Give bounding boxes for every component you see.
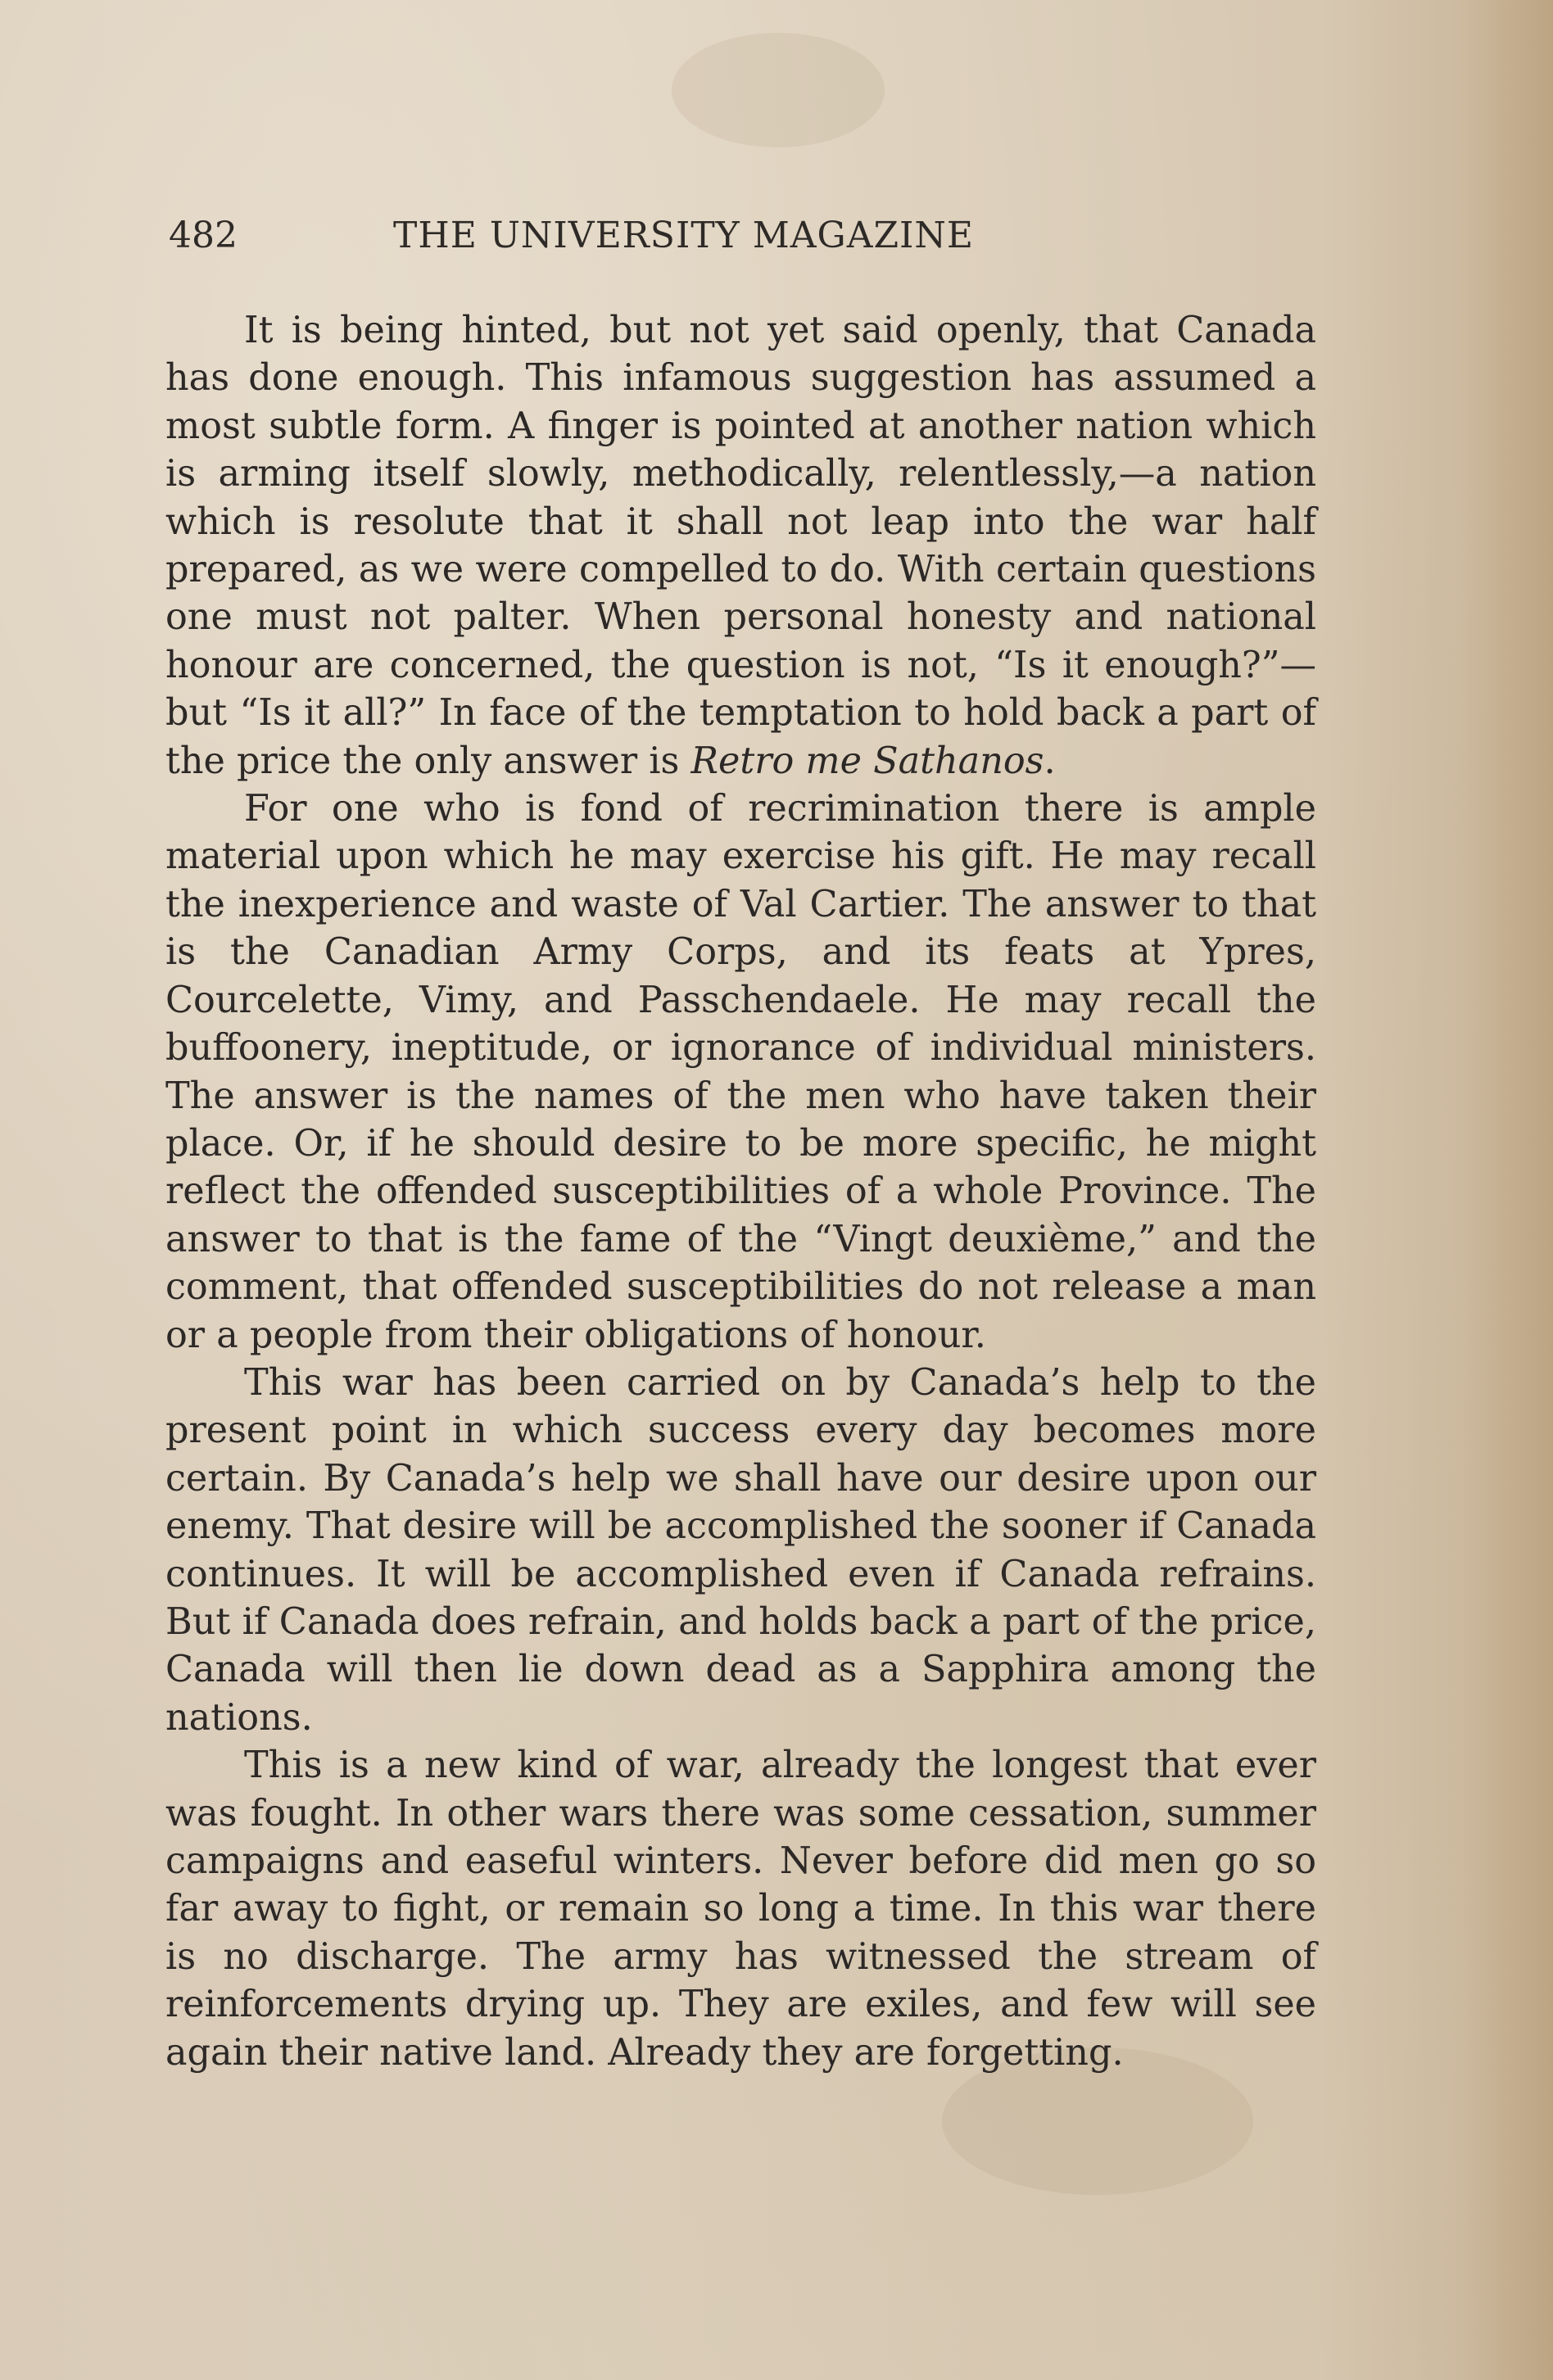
page-number: 482 — [169, 215, 238, 256]
paragraph-2: For one who is fond of recrimination there is ample material upon which he may exercise his gift. He may recall the inexperience and waste of Val Cartier. The answer to that is the Canadian Army Corps, and its feats at Ypres, Courcelette, Vimy, and Passchendaele. He may recall the buffoonery, ineptitude, or ignorance of individual ministers. The answer is the names of the men who have taken their place. Or, if he should desire to be more specific, he might reflect the offended susceptibilities of a whole Province. The answer to that is the fame of the “Vingt deuxième,” and the comment, that offended susceptibilities do not release a man or a people from their obligations of honour. — [165, 788, 1316, 1356]
body-text — [165, 307, 1316, 2077]
page-edge-shadow — [1463, 0, 1553, 2380]
paragraph-3: This war has been carried on by Canada’s help to the present point in which success every day becomes more certain. By Canada’s help we shall have our desire upon our enemy. That desire will be accomplished the sooner if Canada continues. It will be accomplished even if Canada refrains. But if Canada does refrain, and holds back a part of the price, Canada will then lie down dead as a Sapphira among the nations. — [165, 1361, 1316, 1739]
paragraph-1 — [165, 307, 1316, 785]
paragraph-1-text: It is being hinted, but not yet said openly, that Canada has done enough. This infamous suggestion has assumed a most subtle form. A finger is pointed at another nation which is arming itself slowly, methodically, relentlessly,—a nation which is resolute that it shall not leap into the war half prepared, as we were compelled to do. With certain questions one must not palter. When personal honesty and national honour are concerned, the question is not, “Is it enough?”—but “Is it all?” In face of the temptation to hold back a part of the price the only answer is — [165, 310, 1316, 782]
paragraph-4: This is a new kind of war, already the longest that ever was fought. In other wars there was some cessation, summer campaigns and easeful winters. Never before did men go so far away to fight, or remain so long a time. In this war there is no discharge. The army has witnessed the stream of reinforcements drying up. They are exiles, and few will see again their native land. Already they are forgetting. — [165, 1744, 1316, 2074]
paper-stain — [672, 33, 885, 147]
page-header — [169, 215, 1315, 272]
running-title: THE UNIVERSITY MAGAZINE — [393, 215, 975, 256]
paragraph-1-end: . — [1044, 740, 1056, 782]
latin-phrase: Retro me Sathanos — [690, 740, 1044, 782]
